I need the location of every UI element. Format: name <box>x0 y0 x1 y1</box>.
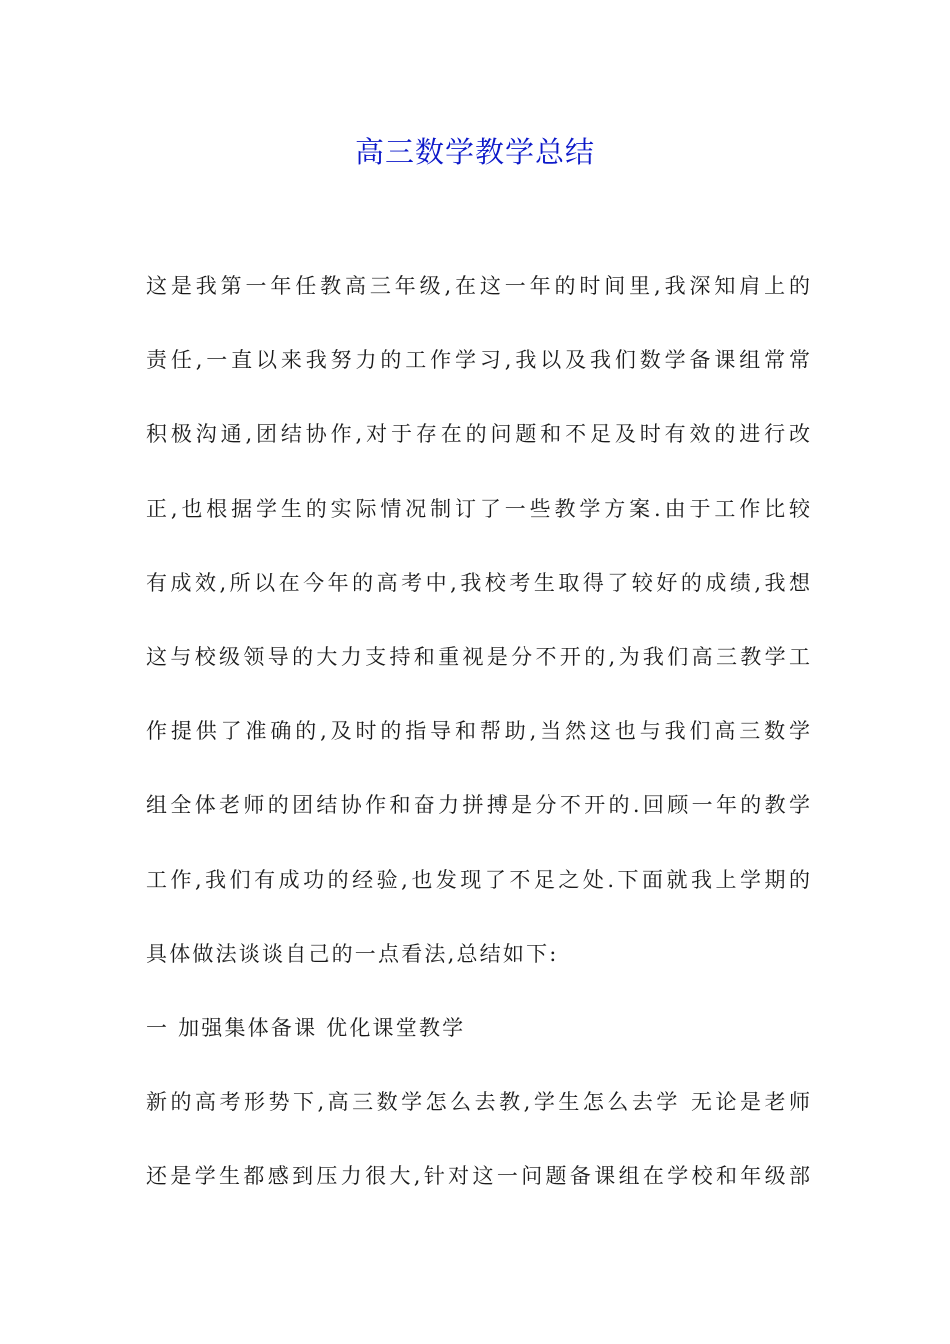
paragraph-line: 组全体老师的团结协作和奋力拼搏是分不开的.回顾一年的教学 <box>146 793 810 818</box>
document-body <box>146 262 810 1226</box>
paragraph-line: 还是学生都感到压力很大,针对这一问题备课组在学校和年级部 <box>146 1164 810 1189</box>
paragraph-line: 有成效,所以在今年的高考中,我校考生取得了较好的成绩,我想 <box>146 570 810 595</box>
paragraph-line: 作提供了准确的,及时的指导和帮助,当然这也与我们高三数学 <box>146 719 810 744</box>
section-heading: 一 加强集体备课 优化课堂教学 <box>146 1015 466 1040</box>
paragraph-line: 具体做法谈谈自己的一点看法,总结如下: <box>146 941 559 966</box>
paragraph-line: 这是我第一年任教高三年级,在这一年的时间里,我深知肩上的 <box>146 274 810 298</box>
paragraph-line: 积极沟通,团结协作,对于存在的问题和不足及时有效的进行改 <box>146 422 810 447</box>
document-title: 高三数学教学总结 <box>354 135 595 169</box>
paragraph-line: 责任,一直以来我努力的工作学习,我以及我们数学备课组常常 <box>146 348 810 373</box>
paragraph-line: 正,也根据学生的实际情况制订了一些教学方案.由于工作比较 <box>146 496 810 521</box>
paragraph-line: 这与校级领导的大力支持和重视是分不开的,为我们高三教学工 <box>146 644 810 669</box>
paragraph-line: 工作,我们有成功的经验,也发现了不足之处.下面就我上学期的 <box>146 867 810 892</box>
paragraph-line: 新的高考形势下,高三数学怎么去教,学生怎么去学 无论是老师 <box>146 1090 810 1115</box>
